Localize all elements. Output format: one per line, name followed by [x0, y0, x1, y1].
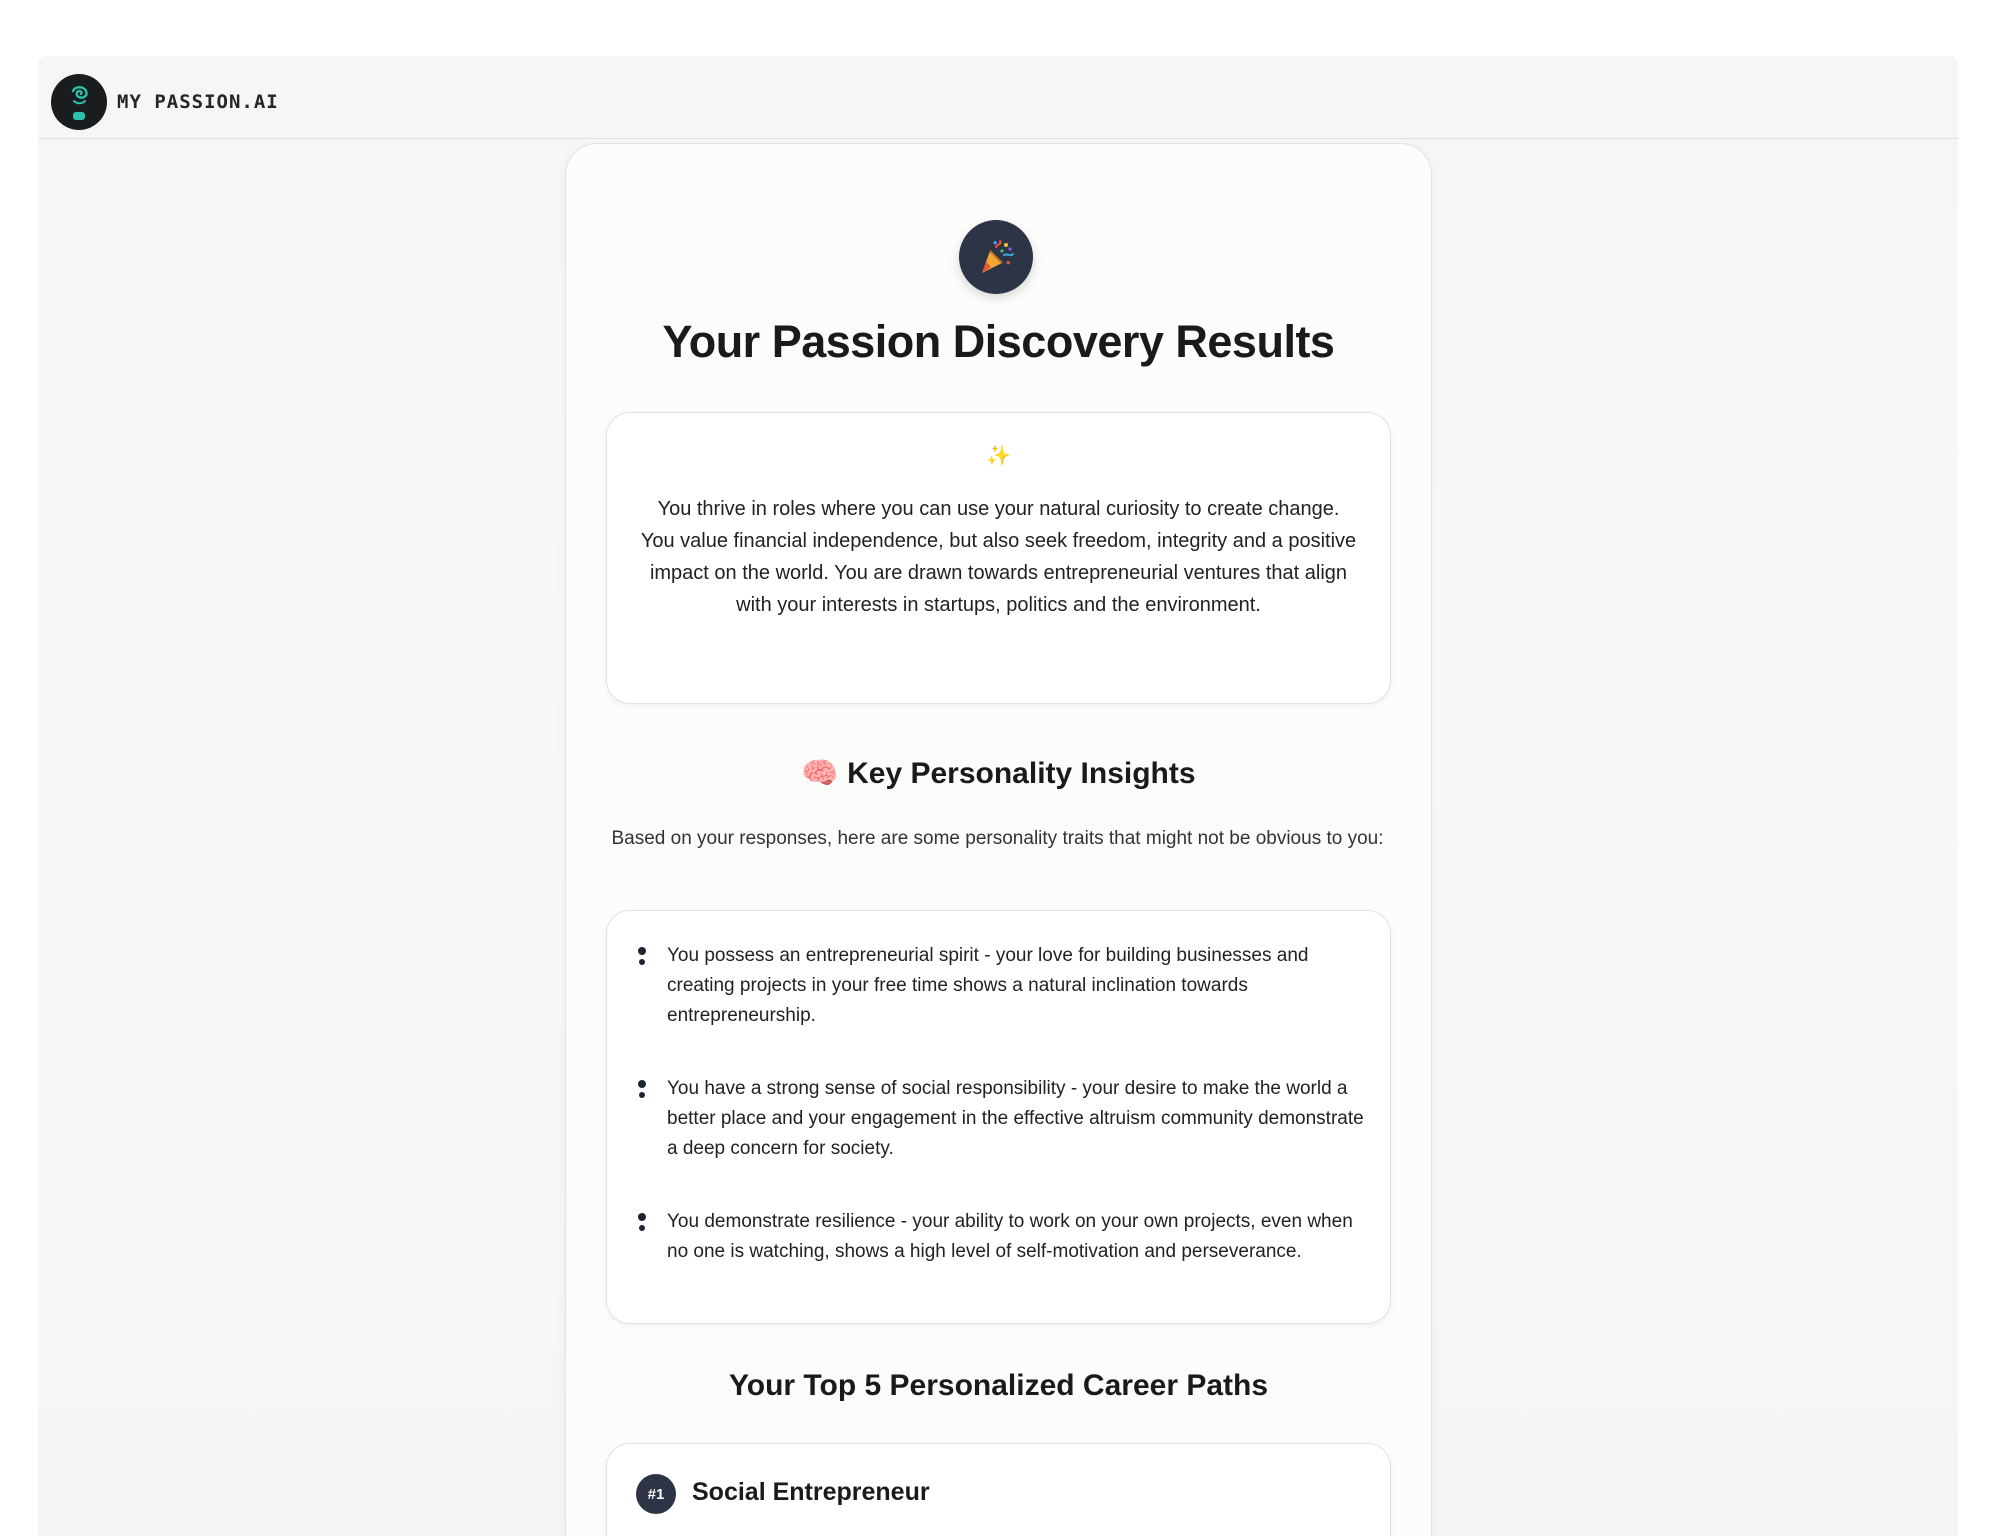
- results-card: [565, 143, 1432, 1536]
- party-popper-icon: [959, 220, 1033, 294]
- brand-name: MY PASSION.AI: [117, 91, 279, 113]
- insight-text: You possess an entrepreneurial spirit - your love for building businesses and creating projects in your free time shows a natural inclination towards entrepreneurship.: [667, 945, 1309, 1026]
- page-title: Your Passion Discovery Results: [662, 316, 1335, 367]
- bullet-icon: [635, 1080, 649, 1106]
- rank-badge: #1: [636, 1474, 676, 1514]
- career-title: Social Entrepreneur: [692, 1478, 930, 1506]
- insights-list: [606, 910, 1391, 1324]
- insights-heading: 🧠 Key Personality Insights: [801, 757, 1196, 790]
- sparkles-icon: ✨: [986, 445, 1011, 467]
- app-window: [38, 56, 1958, 1536]
- insights-subtitle: Based on your responses, here are some personality traits that might not be obvious to you:: [611, 828, 1384, 849]
- bullet-icon: [635, 1213, 649, 1239]
- brand[interactable]: [51, 74, 279, 130]
- summary-text: You thrive in roles where you can use your natural curiosity to create change. You value financial independence, but also seek freedom, integrity and a positive impact on the world. You are drawn towards entrepreneurial ventures that align with your interests in startups, politics and the environment.: [640, 498, 1357, 616]
- lightbulb-brain-icon: [51, 74, 107, 130]
- career-card[interactable]: [606, 1443, 1391, 1536]
- insight-text: You demonstrate resilience - your ability to work on your own projects, even when no one is watching, shows a high level of self-motivation and perseverance.: [667, 1211, 1353, 1262]
- summary-box: [606, 412, 1391, 704]
- career-paths-heading: Your Top 5 Personalized Career Paths: [728, 1369, 1269, 1402]
- bullet-icon: [635, 947, 649, 973]
- top-nav-bar: [38, 56, 1958, 139]
- insight-text: You have a strong sense of social responsibility - your desire to make the world a better place and your engagement in the effective altruism community demonstrate a deep concern for society.: [667, 1078, 1364, 1159]
